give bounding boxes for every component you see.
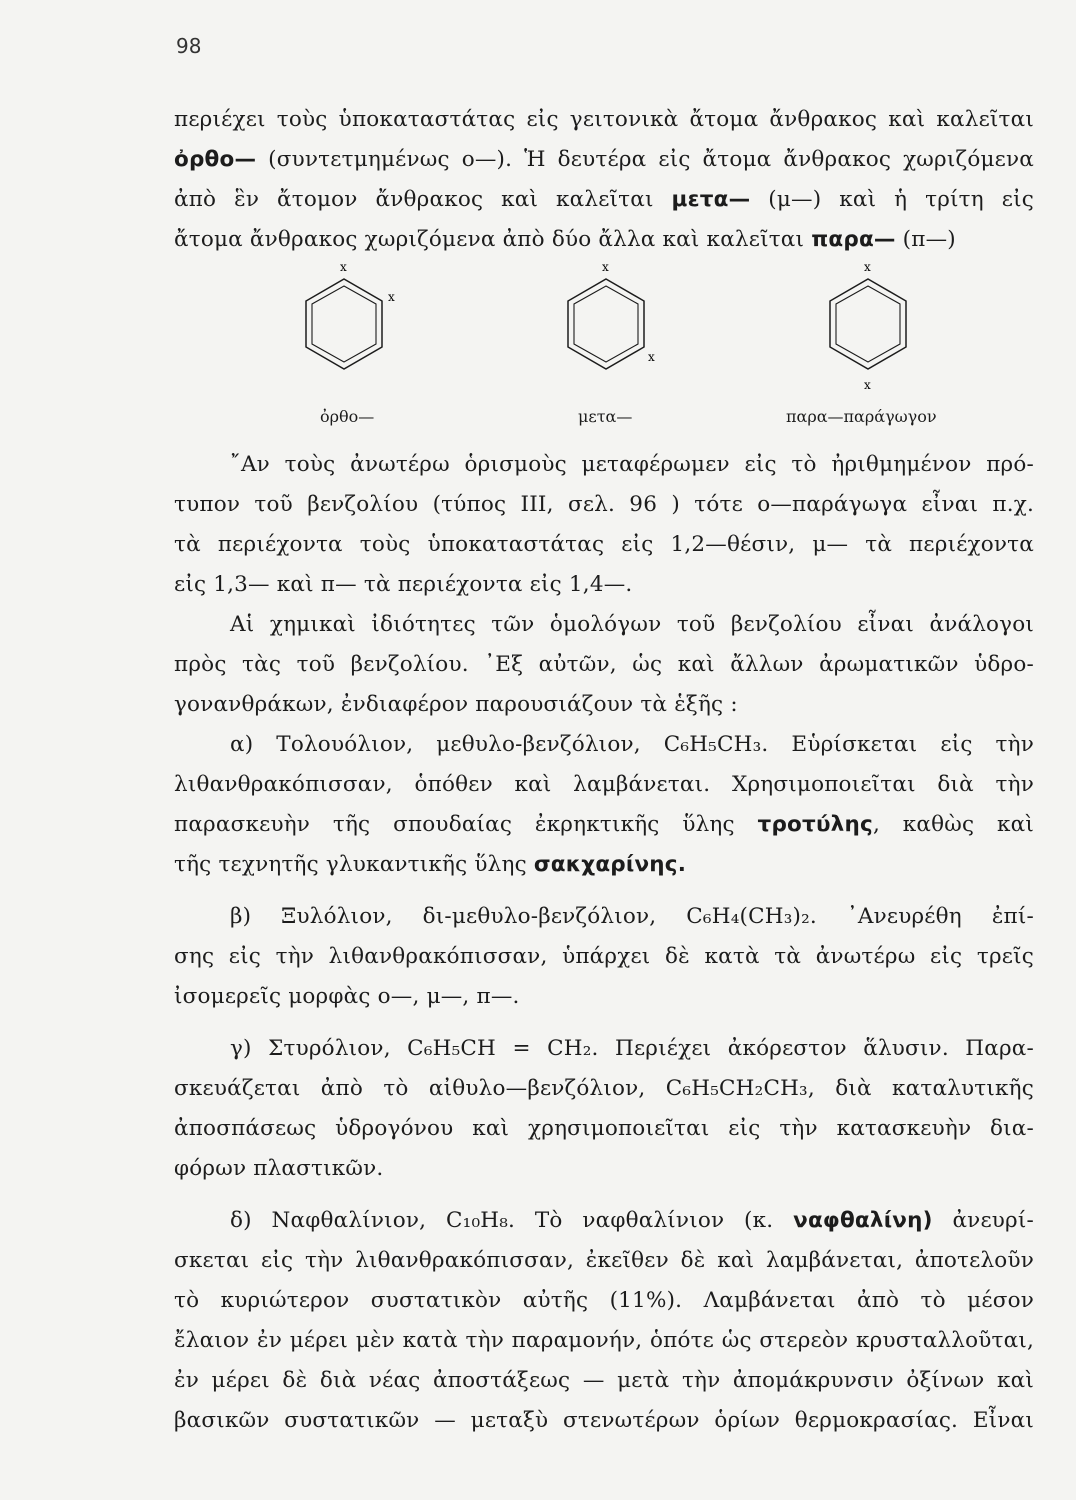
text-line: σκευάζεται ἀπὸ τὸ αἰθυλο—βενζόλιον, C₆H₅CH₂CH₃, διὰ καταλυτικῆς — [174, 1076, 1034, 1101]
text-line: α) Τολουόλιον, μεθυλο-βενζόλιον, C₆H₅CH₃. Εὑρίσκεται εἰς τὴν — [230, 732, 1034, 757]
intro-paragraph — [174, 100, 1034, 260]
text-line: ἰσομερεῖς μορφὰς ο—, μ—, π—. — [174, 984, 520, 1009]
ortho-term: ὀρθο— — [174, 147, 257, 172]
text-line: πρὸς τὰς τοῦ βενζολίου. ᾿Εξ αὐτῶν, ὡς καὶ ἄλλων ἀρωματικῶν ὑδρο- — [174, 652, 1034, 677]
meta-caption: μετα— — [578, 407, 633, 426]
para-hexagon-diagram — [790, 255, 990, 405]
page-number: 98 — [176, 34, 202, 58]
substituent-label: x — [340, 260, 347, 274]
meta-hexagon — [568, 279, 644, 369]
text-line: ἔλαιον ἐν μέρει μὲν κατὰ τὴν παραμονήν, ὁπότε ὡς στερεὸν κρυσταλλοῦται, — [174, 1328, 1034, 1353]
text-line: εἰς 1,3— καὶ π— τὰ περιέχοντα εἰς 1,4—. — [174, 572, 633, 597]
text-line: παρασκευὴν τῆς σπουδαίας ἐκρηκτικῆς ὕλης τροτύλης, καθὼς καὶ — [174, 812, 1035, 837]
para-hexagon — [830, 279, 906, 369]
text-line: τυπον τοῦ βενζολίου (τύπος III, σελ. 96 ) τότε ο—παράγωγα εἶναι π.χ. — [174, 492, 1034, 517]
para-caption: παρα—παράγωγον — [786, 407, 937, 426]
text-line: β) Ξυλόλιον, δι-μεθυλο-βενζόλιον, C₆H₄(CH₃)₂. ᾿Ανευρέθη ἐπί- — [230, 904, 1034, 929]
text-line: περιέχει τοὺς ὑποκαταστάτας εἰς γειτονικὰ ἄτομα ἄνθρακος καὶ καλεῖται — [174, 107, 1034, 132]
text-line: Αἱ χημικαὶ ἰδιότητες τῶν ὁμολόγων τοῦ βενζολίου εἶναι ἀνάλογοι — [230, 612, 1034, 637]
text-line: ἐν μέρει δὲ διὰ νέας ἀποστάξεως — μετὰ τὴν ἀπομάκρυνσιν ὀξίνων καὶ — [174, 1368, 1034, 1393]
text-line: τὸ κυριώτερον συστατικὸν αὐτῆς (11%). Λαμβάνεται ἀπὸ τὸ μέσον — [174, 1288, 1034, 1313]
benzene-isomer-figures — [300, 255, 1000, 435]
text-line: τῆς τεχνητῆς γλυκαντικῆς ὕλης σακχαρίνης. — [174, 852, 687, 877]
text-line: σης εἰς τὴν λιθανθρακόπισσαν, ὑπάρχει δὲ κατὰ τὰ ἀνωτέρω εἰς τρεῖς — [174, 944, 1034, 969]
text-line: γ) Στυρόλιον, C₆H₅CH = CH₂. Περιέχει ἀκόρεστον ἅλυσιν. Παρα- — [230, 1036, 1034, 1061]
ortho-figure — [300, 255, 500, 435]
substituent-label: x — [602, 260, 609, 274]
para-figure — [786, 255, 990, 435]
text-line: ῎Αν τοὺς ἀνωτέρω ὁρισμοὺς μεταφέρωμεν εἰς τὸ ἠριθμημένον πρό- — [230, 452, 1034, 477]
text-line: φόρων πλαστικῶν. — [174, 1156, 384, 1181]
text-line: ἄτομα ἄνθρακος χωριζόμενα ἀπὸ δύο ἄλλα καὶ καλεῖται παρα— (π—) — [174, 227, 956, 252]
naphthalene-term: ναφθαλίνη) — [793, 1208, 933, 1233]
text-line: ἀπὸ ἓν ἄτομον ἄνθρακος καὶ καλεῖται μετα— (μ—) καὶ ἡ τρίτη εἰς — [174, 187, 1034, 212]
text-line: ὀρθο— (συντετμημένως ο—). Ἡ δευτέρα εἰς ἄτομα ἄνθρακος χωριζόμενα — [174, 147, 1034, 172]
substituent-label: x — [864, 260, 871, 274]
saccharin-term: σακχαρίνης. — [533, 852, 687, 877]
meta-hexagon-inner — [574, 286, 638, 362]
body-text — [174, 445, 1034, 1441]
substituent-label: x — [648, 350, 655, 364]
text-line: γονανθράκων, ἐνδιαφέρον παρουσιάζουν τὰ ἑξῆς : — [174, 692, 738, 717]
para-term: παρα— — [811, 227, 896, 252]
ortho-hexagon-inner — [312, 286, 376, 362]
meta-figure — [530, 255, 730, 435]
meta-hexagon-diagram — [530, 255, 730, 405]
substituent-label: x — [388, 290, 395, 304]
ortho-hexagon — [306, 279, 382, 369]
text-line: τὰ περιέχοντα τοὺς ὑποκαταστάτας εἰς 1,2—θέσιν, μ— τὰ περιέχοντα — [174, 532, 1034, 557]
substituent-label: x — [864, 378, 871, 392]
ortho-hexagon-diagram — [300, 255, 500, 405]
para-hexagon-inner — [836, 286, 900, 362]
meta-term: μετα— — [671, 187, 751, 212]
text-line: λιθανθρακόπισσαν, ὁπόθεν καὶ λαμβάνεται. Χρησιμοποιεῖται διὰ τὴν — [174, 772, 1034, 797]
text-line: βασικῶν συστατικῶν — μεταξὺ στενωτέρων ὁρίων θερμοκρασίας. Εἶναι — [174, 1408, 1034, 1433]
text-line: σκεται εἰς τὴν λιθανθρακόπισσαν, ἐκεῖθεν δὲ καὶ λαμβάνεται, ἀποτελοῦν — [174, 1248, 1034, 1273]
text-line: ἀποσπάσεως ὑδρογόνου καὶ χρησιμοποιεῖται εἰς τὴν κατασκευὴν δια- — [174, 1116, 1034, 1141]
text-line: δ) Ναφθαλίνιον, C₁₀H₈. Τὸ ναφθαλίνιον (κ. ναφθαλίνη) ἀνευρί- — [230, 1208, 1034, 1233]
trotyl-term: τροτύλης — [757, 812, 873, 837]
ortho-caption: ὀρθο— — [320, 407, 375, 426]
